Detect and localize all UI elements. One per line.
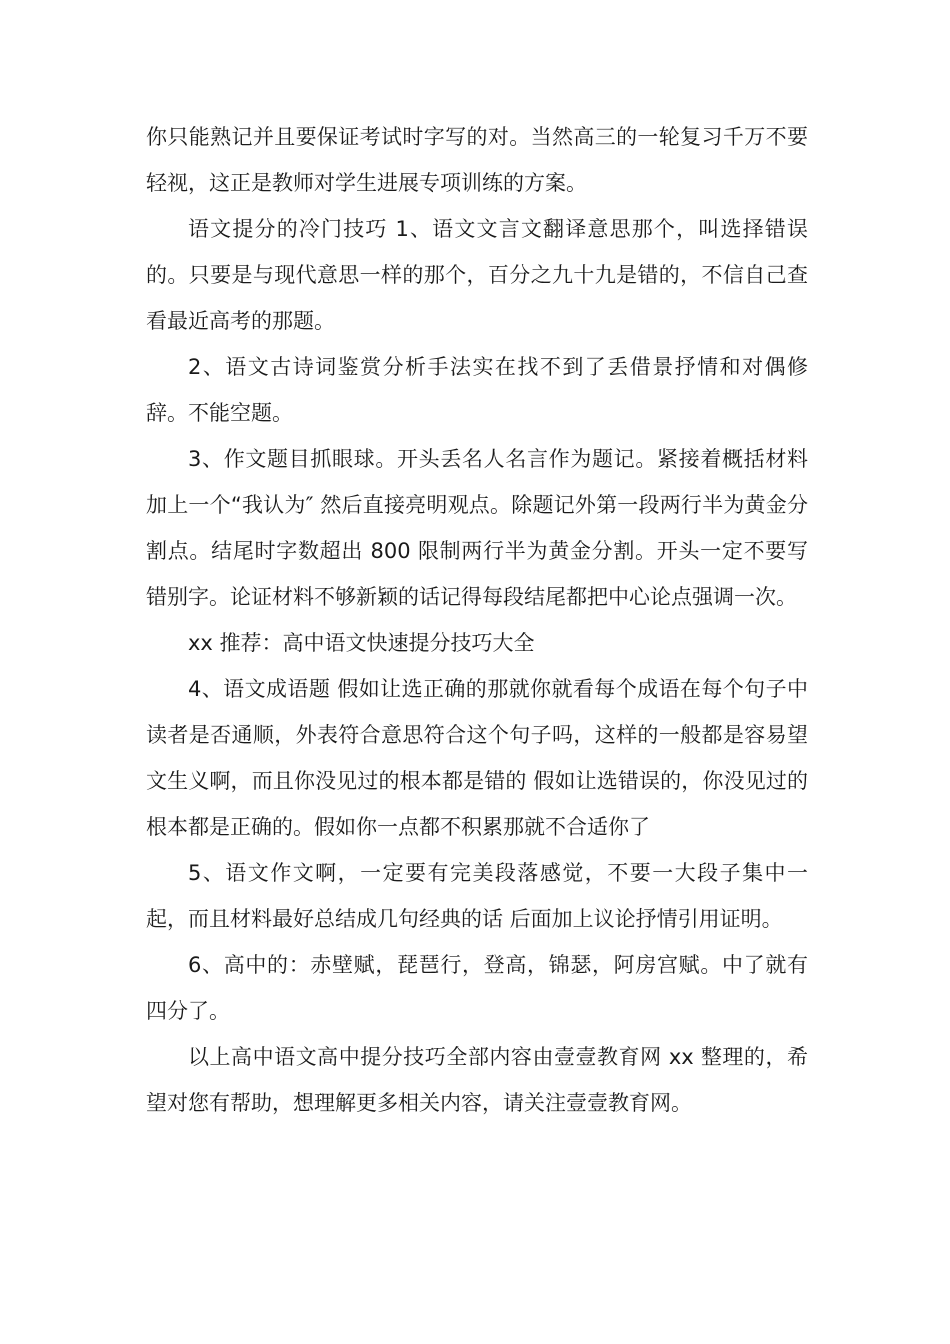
paragraph-tip-6: 6、高中的：赤壁赋，琵琶行，登高，锦瑟，阿房宫赋。中了就有四分了。 [146,953,808,1023]
paragraph-tip-1: 语文提分的冷门技巧 1、语文文言文翻译意思那个，叫选择错误的。只要是与现代意思一样的那个，百分之九十九是错的，不信自己查看最近高考的那题。 [146,217,808,333]
document-body [146,114,808,1126]
paragraph-recommendation: xx 推荐：高中语文快速提分技巧大全 [188,631,535,655]
paragraph-conclusion: 以上高中语文高中提分技巧全部内容由壹壹教育网 xx 整理的，希望对您有帮助，想理解更多相关内容，请关注壹壹教育网。 [146,1045,808,1115]
paragraph-continuation: 你只能熟记并且要保证考试时字写的对。当然高三的一轮复习千万不要轻视，这正是教师对学生进展专项训练的方案。 [146,125,808,195]
paragraph-tip-5: 5、语文作文啊，一定要有完美段落感觉，不要一大段子集中一起，而且材料最好总结成几句经典的话 后面加上议论抒情引用证明。 [146,861,808,931]
paragraph-tip-3: 3、作文题目抓眼球。开头丢名人名言作为题记。紧接着概括材料加上一个“我认为″ 然后直接亮明观点。除题记外第一段两行半为黄金分割点。结尾时字数超出 800 限制两行半为黄金分割。开头一定不要写错别字。论证材料不够新颖的话记得每段结尾都把中心论点强调一次。 [146,447,808,609]
paragraph-tip-4: 4、语文成语题 假如让选正确的那就你就看每个成语在每个句子中读者是否通顺，外表符合意思符合这个句子吗，这样的一般都是容易望文生义啊，而且你没见过的根本都是错的 假如让选错误的，你没见过的根本都是正确的。假如你一点都不积累那就不合适你了 [146,677,808,839]
paragraph-tip-2: 2、语文古诗词鉴赏分析手法实在找不到了丢借景抒情和对偶修辞。不能空题。 [146,355,808,425]
